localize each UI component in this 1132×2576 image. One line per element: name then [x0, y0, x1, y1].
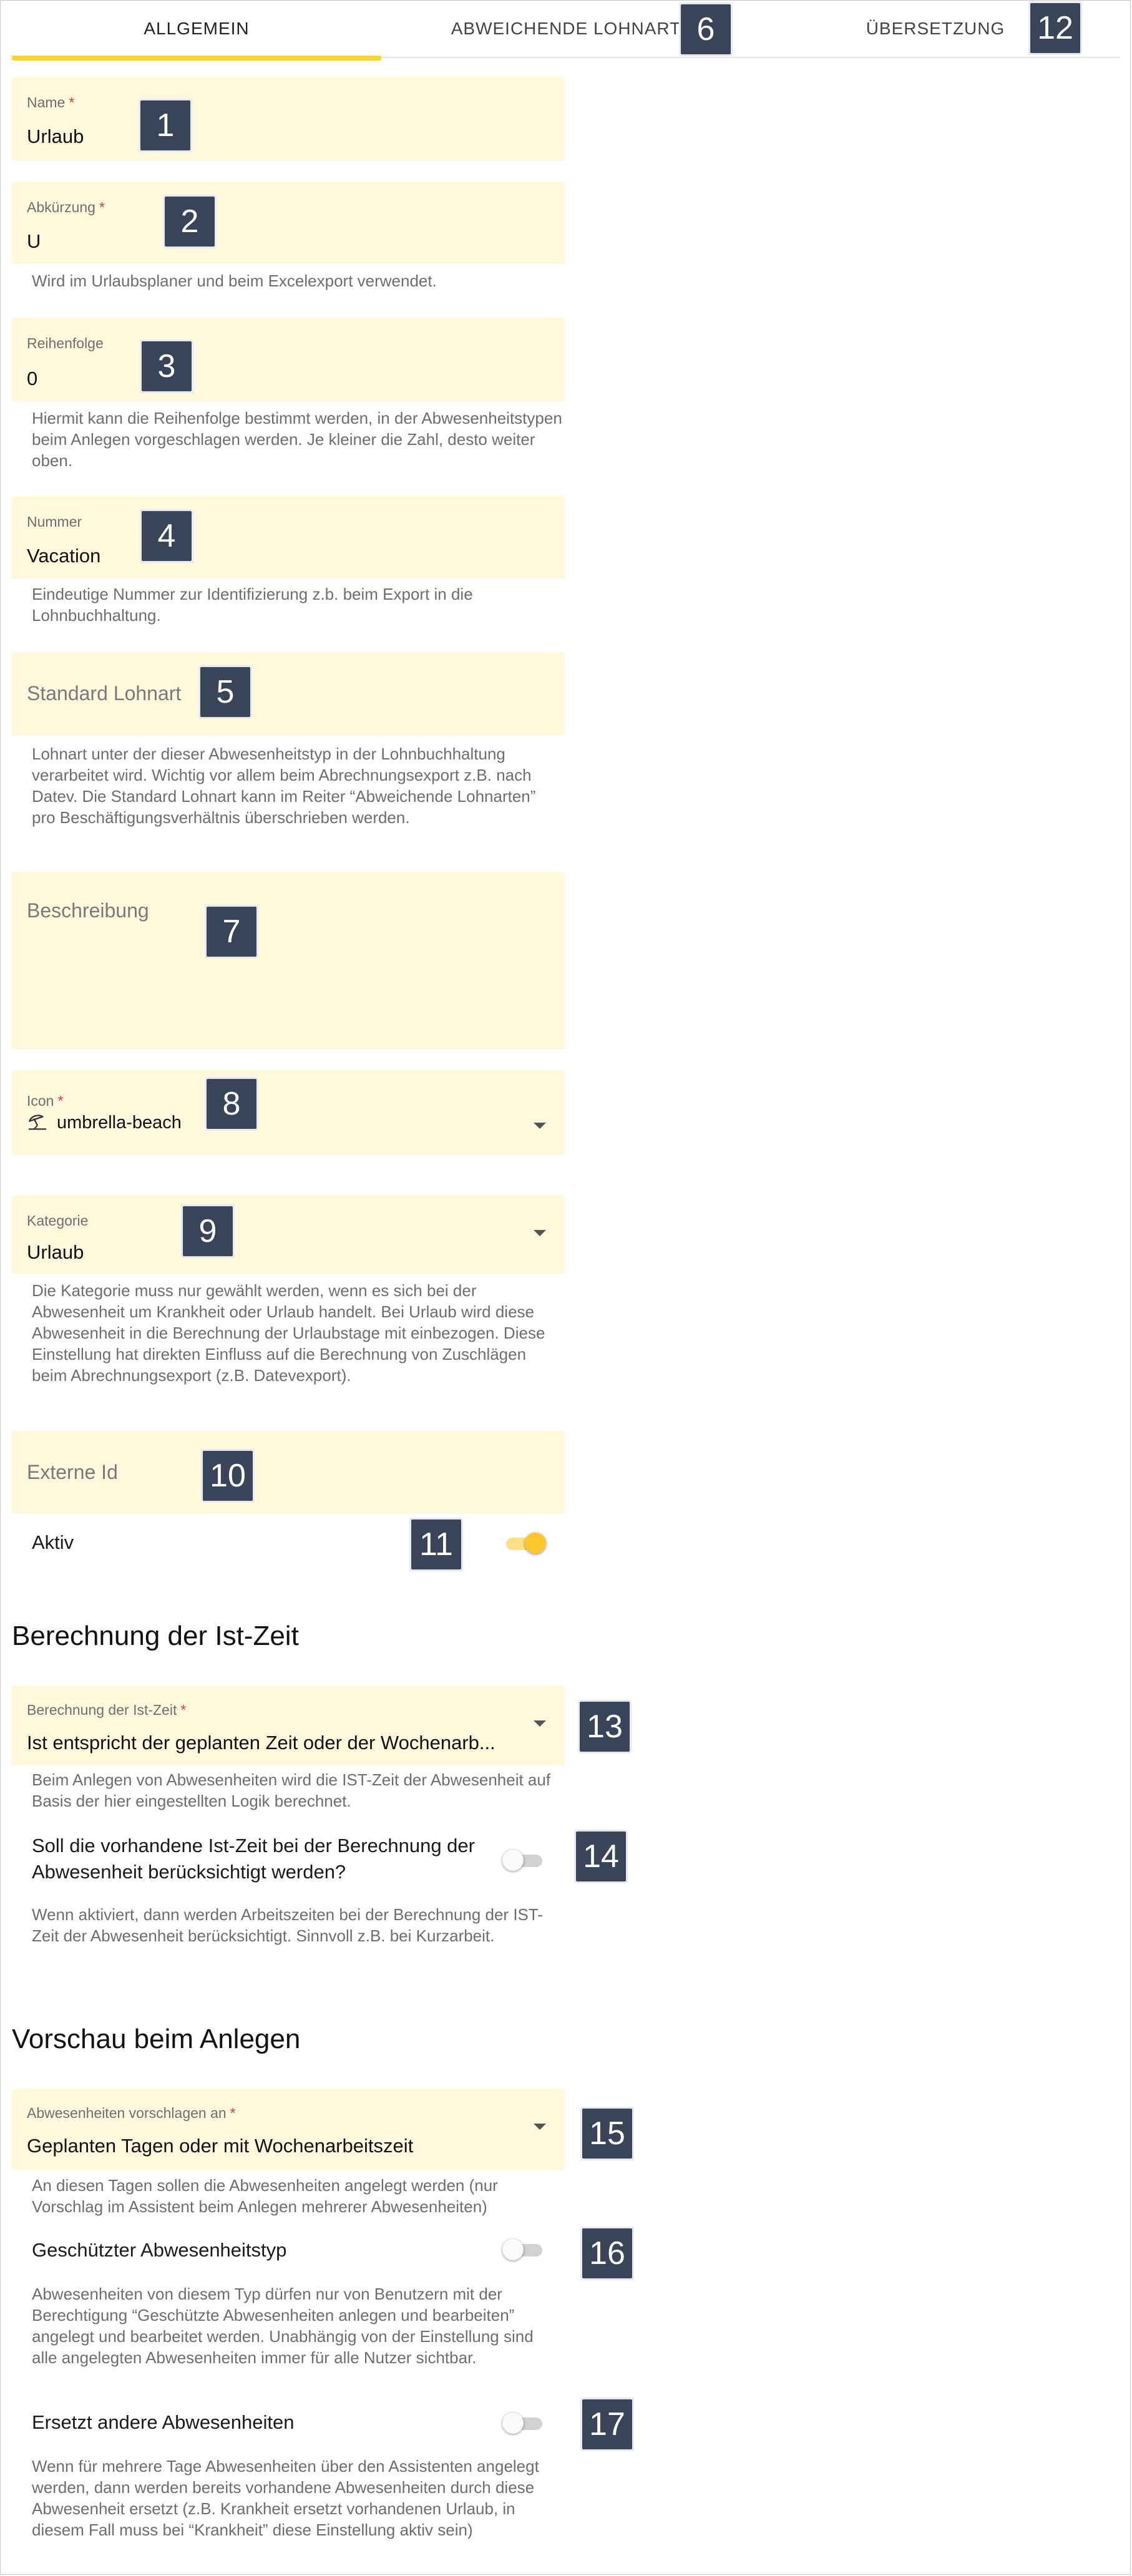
annotation-badge-7: 7 [207, 907, 256, 957]
chevron-down-icon[interactable] [534, 1720, 546, 1727]
abkuerzung-value[interactable]: U [27, 230, 41, 252]
icon-value: umbrella-beach [57, 1113, 182, 1133]
annotation-badge-8: 8 [207, 1079, 256, 1129]
beschreibung-textarea[interactable] [12, 872, 565, 1049]
chevron-down-icon[interactable] [534, 1230, 546, 1236]
tab-label: ÜBERSETZUNG [866, 19, 1005, 38]
tab-label: ABWEICHENDE LOHNART [451, 19, 681, 38]
required-marker: * [180, 1702, 187, 1718]
ist-zeit-toggle[interactable] [502, 1848, 546, 1873]
reihenfolge-hint: Hiermit kann die Reihenfolge bestimmt werden, in der Abwesenheitstypen beim Anlegen vorgeschlagen werden. Je kleiner die Zahl, desto weiter oben. [32, 409, 562, 470]
tab-bar [12, 1, 1120, 58]
kategorie-select[interactable] [12, 1195, 565, 1274]
required-marker: * [230, 2105, 236, 2121]
required-marker: * [69, 94, 75, 110]
annotation-badge-11: 11 [411, 1520, 461, 1569]
vorschlagen-hint: An diesen Tagen sollen die Abwesenheiten angelegt werden (nur Vorschlag im Assistent beim Anlegen mehrerer Abwesenheiten) [32, 2176, 498, 2216]
ersetzt-toggle[interactable] [502, 2411, 546, 2436]
toggle-thumb [502, 2413, 524, 2434]
nummer-value[interactable]: Vacation [27, 545, 101, 567]
annotation-badge-12: 12 [1030, 3, 1080, 53]
annotation-badge-10: 10 [203, 1451, 253, 1501]
toggle-thumb [502, 2239, 524, 2260]
vorschlagen-select[interactable] [12, 2089, 565, 2170]
aktiv-label: Aktiv [32, 1531, 74, 1553]
aktiv-toggle[interactable] [502, 1531, 546, 1556]
geschuetzt-label: Geschützter Abwesenheitstyp [32, 2239, 287, 2261]
standard-lohnart-hint: Lohnart unter der dieser Abwesenheitstyp in der Lohnbuchhaltung verarbeitet wird. Wichtig vor allem beim Abrechnungsexport z.B. nach Datev. Die Standard Lohnart kann im Reiter “Abweichende Lohnarten” pro Beschäftigungsverhältnis überschrieben werden. [32, 744, 536, 827]
annotation-badge-6: 6 [681, 4, 731, 54]
icon-select[interactable] [12, 1070, 565, 1155]
reihenfolge-value[interactable]: 0 [27, 368, 38, 389]
chevron-down-icon[interactable] [534, 1123, 546, 1129]
kategorie-hint: Die Kategorie muss nur gewählt werden, wenn es sich bei der Abwesenheit um Krankheit oder Urlaub handelt. Bei Urlaub wird diese Abwesenheit in die Berechnung der Urlaubstage mit einbezogen. Diese Einstellung hat direkten Einfluss auf die Berechnung von Zuschlägen beim Abrechnungsexport (z.B. Datevexport). [32, 1281, 545, 1385]
annotation-badge-14: 14 [576, 1832, 626, 1881]
field-label: Nummer [27, 514, 82, 530]
tab-label: ALLGEMEIN [144, 19, 250, 38]
externe-id-placeholder: Externe Id [27, 1461, 118, 1483]
annotation-badge-9: 9 [183, 1206, 233, 1256]
abkuerzung-hint: Wird im Urlaubsplaner und beim Excelexport verwendet. [32, 271, 437, 290]
standard-lohnart-placeholder: Standard Lohnart [27, 682, 182, 705]
required-marker: * [99, 199, 105, 215]
ist-zeit-hint: Beim Anlegen von Abwesenheiten wird die IST-Zeit der Abwesenheit auf Basis der hier eingestellten Logik berechnet. [32, 1770, 551, 1810]
chevron-down-icon[interactable] [534, 2124, 546, 2130]
umbrella-beach-icon [27, 1111, 48, 1133]
active-tab-indicator [12, 56, 381, 61]
ist-zeit-value: Ist entspricht der geplanten Zeit oder der Wochenarb... [27, 1732, 495, 1754]
externe-id-field[interactable] [12, 1431, 565, 1513]
annotation-badge-2: 2 [165, 197, 215, 246]
standard-lohnart-field[interactable] [12, 652, 565, 736]
tab-allgemein[interactable] [12, 1, 381, 57]
field-label: Abkürzung * [27, 199, 105, 215]
annotation-badge-13: 13 [580, 1702, 630, 1752]
section-title-ist-zeit: Berechnung der Ist-Zeit [12, 1621, 299, 1651]
kategorie-value: Urlaub [27, 1241, 84, 1263]
annotation-badge-5: 5 [200, 667, 250, 717]
toggle-thumb [502, 1850, 524, 1871]
annotation-badge-3: 3 [142, 341, 192, 391]
field-label: Abwesenheiten vorschlagen an * [27, 2105, 236, 2121]
field-label: Icon * [27, 1093, 64, 1109]
annotation-badge-4: 4 [142, 511, 192, 561]
annotation-badge-1: 1 [140, 100, 190, 150]
nummer-field[interactable] [12, 496, 565, 578]
geschuetzt-toggle[interactable] [502, 2237, 546, 2262]
field-label: Reihenfolge [27, 335, 104, 351]
toggle-thumb [525, 1533, 546, 1554]
name-value[interactable]: Urlaub [27, 125, 84, 147]
geschuetzt-hint: Abwesenheiten von diesem Typ dürfen nur von Benutzern mit der Berechtigung “Geschützte Abwesenheiten anlegen und bearbeiten” angelegt und bearbeitet werden. Unabhängig von der Einstellung sind alle angelegten Abwesenheiten immer für alle Nutzer sichtbar. [32, 2285, 534, 2367]
required-marker: * [57, 1093, 64, 1109]
vorschlagen-value: Geplanten Tagen oder mit Wochenarbeitszeit [27, 2135, 414, 2157]
name-field[interactable] [12, 77, 565, 160]
ist-zeit-toggle-hint: Wenn aktiviert, dann werden Arbeitszeiten bei der Berechnung der IST-Zeit der Abwesenheit berücksichtigt. Sinnvoll z.B. bei Kurzarbeit. [32, 1905, 543, 1945]
abkuerzung-field[interactable] [12, 182, 565, 264]
section-title-vorschau: Vorschau beim Anlegen [12, 2024, 301, 2054]
annotation-badge-17: 17 [582, 2399, 632, 2449]
reihenfolge-field[interactable] [12, 318, 565, 401]
field-label: Berechnung der Ist-Zeit * [27, 1702, 187, 1718]
field-label: Kategorie [27, 1212, 89, 1229]
annotation-badge-16: 16 [582, 2228, 632, 2278]
ersetzt-label: Ersetzt andere Abwesenheiten [32, 2411, 295, 2433]
beschreibung-placeholder: Beschreibung [27, 899, 149, 922]
nummer-hint: Eindeutige Nummer zur Identifizierung z.b. beim Export in die Lohnbuchhaltung. [32, 585, 473, 625]
ist-zeit-select[interactable] [12, 1686, 565, 1765]
annotation-badge-15: 15 [582, 2109, 632, 2159]
ersetzt-hint: Wenn für mehrere Tage Abwesenheiten über den Assistenten angelegt werden, dann werden bereits vorhandene Abwesenheiten durch diese Abwesenheit ersetzt (z.B. Krankheit ersetzt vorhandenen Urlaub, in diesem Fall muss bei “Krankheit” diese Einstellung aktiv sein) [32, 2457, 539, 2539]
ist-zeit-toggle-label: Soll die vorhandene Ist-Zeit bei der Berechnung der Abwesenheit berücksichtigt werden? [32, 1835, 475, 1883]
field-label: Name * [27, 94, 75, 110]
